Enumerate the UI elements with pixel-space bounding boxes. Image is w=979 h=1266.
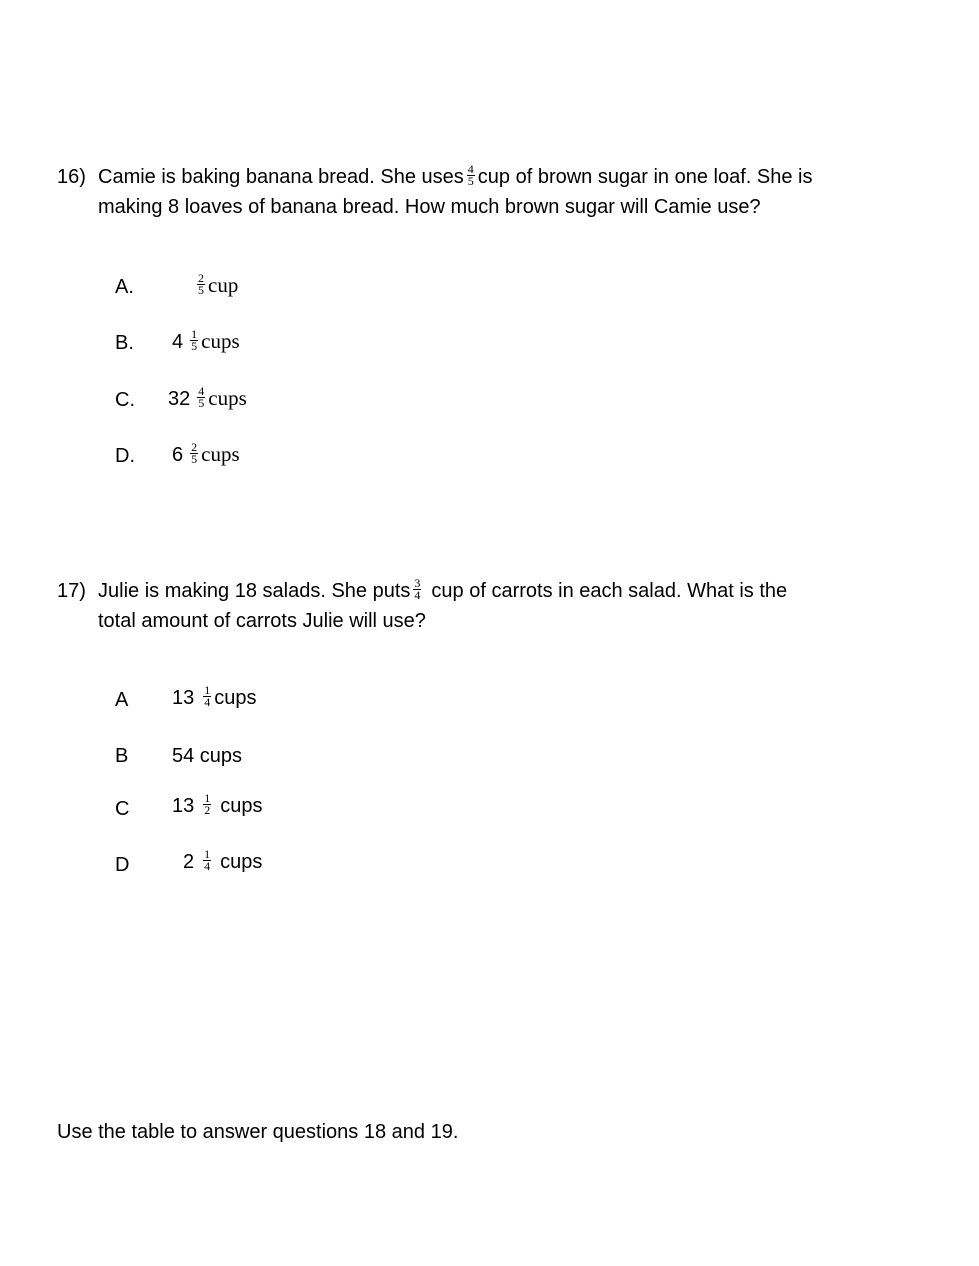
question-17-fraction: $\frac{3}{4}$ bbox=[414, 576, 421, 603]
q16-option-b-value: 4 $\frac{1}{5}$ cups bbox=[172, 327, 240, 354]
question-17-line-1 bbox=[98, 576, 788, 603]
question-16-line-2: making 8 loaves of banana bread. How much brown sugar will Camie use? bbox=[98, 196, 761, 218]
q16-option-b-fraction: $\frac{1}{5}$ bbox=[191, 327, 198, 354]
question-16-line-1 bbox=[98, 162, 813, 189]
q17-option-a-value: 13 $\frac{1}{4}$ cups bbox=[172, 683, 257, 710]
question-17-line-2: total amount of carrots Julie will use? bbox=[98, 610, 426, 632]
q16-option-a-fraction: $\frac{2}{5}$ bbox=[198, 271, 204, 298]
q17-option-a-letter: A bbox=[115, 689, 129, 711]
question-17-text-b: cup of carrots in each salad. What is the bbox=[431, 580, 788, 602]
q16-option-d-value: 6 $\frac{2}{5}$ cups bbox=[172, 440, 240, 467]
q16-option-c-fraction: $\frac{4}{5}$ bbox=[198, 384, 205, 411]
q16-option-d-letter: D. bbox=[115, 445, 135, 467]
q16-option-c-value: 32 $\frac{4}{5}$ cups bbox=[168, 384, 247, 411]
q16-option-a-letter: A. bbox=[115, 276, 134, 298]
q17-option-d-fraction: $\frac{1}{4}$ bbox=[204, 847, 211, 874]
q17-option-c-value: 13 $\frac{1}{2}$ cups bbox=[172, 791, 263, 818]
question-16-text-a: Camie is baking banana bread. She uses bbox=[98, 166, 464, 188]
q17-option-d-value: 2 $\frac{1}{4}$ cups bbox=[183, 847, 263, 874]
q17-option-d-letter: D bbox=[115, 854, 130, 876]
question-17-number: 17) bbox=[57, 580, 86, 602]
q16-option-c-letter: C. bbox=[115, 389, 135, 411]
q17-option-a-fraction: $\frac{1}{4}$ bbox=[204, 683, 211, 710]
q17-option-b-letter: B bbox=[115, 745, 129, 767]
q17-option-b-value: 54 cups bbox=[172, 745, 243, 767]
question-17-text-a: Julie is making 18 salads. She puts bbox=[98, 580, 411, 602]
q16-option-d-fraction: $\frac{2}{5}$ bbox=[191, 440, 198, 467]
question-16-number: 16) bbox=[57, 166, 86, 188]
table-instruction: Use the table to answer questions 18 and 19. bbox=[57, 1121, 459, 1143]
q17-option-c-letter: C bbox=[115, 798, 130, 820]
q16-option-a-value: $\frac{2}{5}$ cup bbox=[198, 271, 239, 298]
question-16-fraction: $\frac{4}{5}$ bbox=[467, 162, 474, 189]
q16-option-b-letter: B. bbox=[115, 332, 134, 354]
q17-option-c-fraction: $\frac{1}{2}$ bbox=[204, 791, 211, 818]
question-16-text-b: cup of brown sugar in one loaf. She is bbox=[477, 166, 813, 188]
